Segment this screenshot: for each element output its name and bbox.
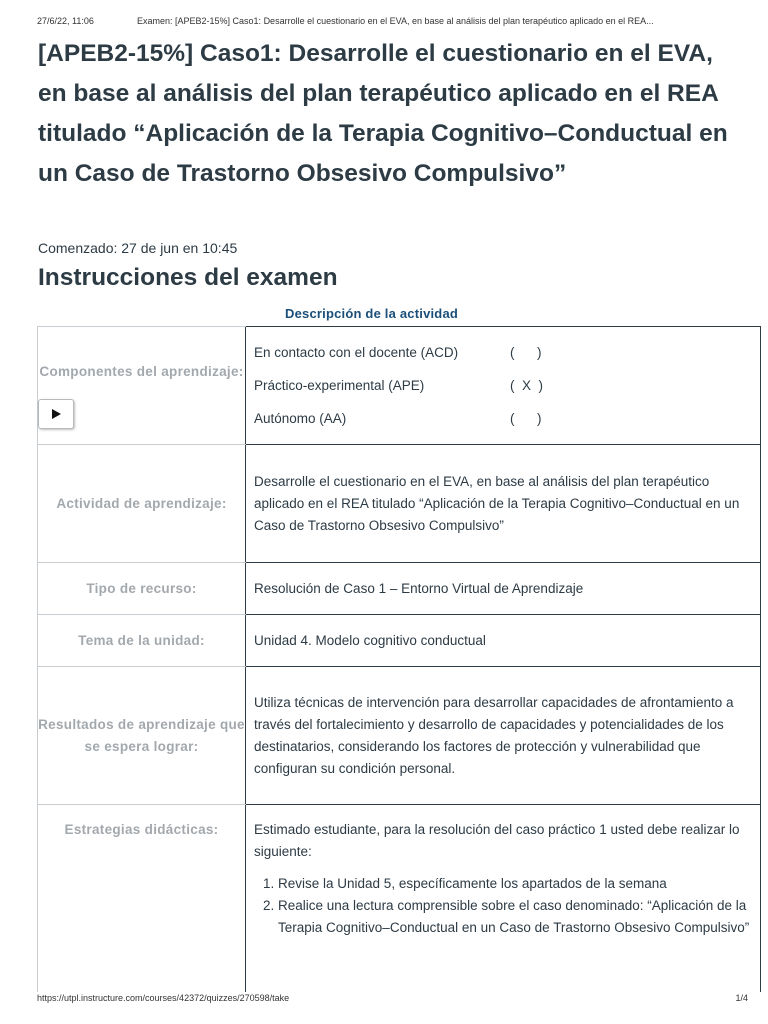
table-row-outcomes — [38, 667, 761, 805]
activity-value: Desarrolle el cuestionario en el EVA, en base al análisis del plan terapéutico aplicado en el REA titulado “Aplicación de la Terapia Cognitivo–Conductual en un Caso de Trastorno Obsesivo Compulsivo” — [246, 445, 761, 563]
strategies-value-cell — [246, 805, 761, 993]
quiz-title: [APEB2-15%] Caso1: Desarrolle el cuestionario en el EVA, en base al análisis del plan terapéutico aplicado en el REA titulado “Aplicación de la Terapia Cognitivo–Conductual en un Caso de Trastorno Obsesivo Compulsivo” — [38, 40, 728, 187]
component-name: Práctico-experimental (APE) — [254, 378, 425, 393]
print-header — [37, 16, 748, 26]
resource-label: Tipo de recurso: — [38, 563, 246, 615]
outcomes-value: Utiliza técnicas de intervención para desarrollar capacidades de afrontamiento a través del fortalecimiento y desarrollo de capacidades y potencialidades de los destinatarios, considerando los factores de protección y vulnerabilidad que configuran su condición personal. — [246, 667, 761, 805]
unit-topic-value: Unidad 4. Modelo cognitivo conductual — [246, 615, 761, 667]
component-name: En contacto con el docente (ACD) — [254, 345, 459, 360]
activity-table-caption: Descripción de la actividad — [285, 306, 459, 321]
print-date: 27/6/22, 11:06 — [37, 16, 94, 26]
components-value-cell — [246, 327, 761, 445]
play-button[interactable] — [38, 399, 74, 429]
strategies-intro: Estimado estudiante, para la resolución del caso práctico 1 usted debe realizar lo siguiente: — [254, 822, 740, 859]
component-item — [254, 369, 752, 402]
component-mark: ( ) — [510, 411, 542, 426]
play-icon — [51, 409, 61, 419]
component-mark: ( ) — [510, 345, 542, 360]
page-number: 1/4 — [735, 993, 748, 1003]
component-mark: ( X ) — [510, 378, 543, 393]
list-item: 2. Realice una lectura comprensible sobre el caso denominado: “Aplicación de la Terapia Cognitivo–Conductual en un Caso de Trastorno Obsesivo Compulsivo” — [278, 895, 752, 939]
table-row-strategies — [38, 805, 761, 993]
table-row-activity — [38, 445, 761, 563]
table-row-unit-topic — [38, 615, 761, 667]
outcomes-label: Resultados de aprendizaje que se espera lograr: — [38, 667, 246, 805]
components-label: Componentes del aprendizaje: — [39, 364, 244, 379]
components-label-cell — [38, 327, 246, 445]
activity-table-container — [37, 326, 761, 992]
strategies-label: Estrategias didácticas: — [38, 805, 246, 993]
component-item — [254, 336, 752, 369]
activity-table — [37, 326, 761, 992]
activity-label: Actividad de aprendizaje: — [38, 445, 246, 563]
quiz-started-time: Comenzado: 27 de jun en 10:45 — [38, 240, 238, 256]
instructions-heading: Instrucciones del examen — [38, 264, 338, 291]
print-footer — [37, 993, 748, 1003]
list-item: 1. Revise la Unidad 5, específicamente los apartados de la semana — [278, 873, 752, 895]
print-page-title: Examen: [APEB2-15%] Caso1: Desarrolle el cuestionario en el EVA, en base al análisis del plan terapéutico aplicado en el REA... — [137, 16, 654, 26]
table-row-components — [38, 327, 761, 445]
strategies-steps-list — [254, 873, 752, 939]
resource-value: Resolución de Caso 1 – Entorno Virtual de Aprendizaje — [246, 563, 761, 615]
page-url: https://utpl.instructure.com/courses/42372/quizzes/270598/take — [37, 993, 290, 1003]
table-row-resource — [38, 563, 761, 615]
unit-topic-label: Tema de la unidad: — [38, 615, 246, 667]
component-name: Autónomo (AA) — [254, 411, 347, 426]
component-item — [254, 402, 752, 435]
